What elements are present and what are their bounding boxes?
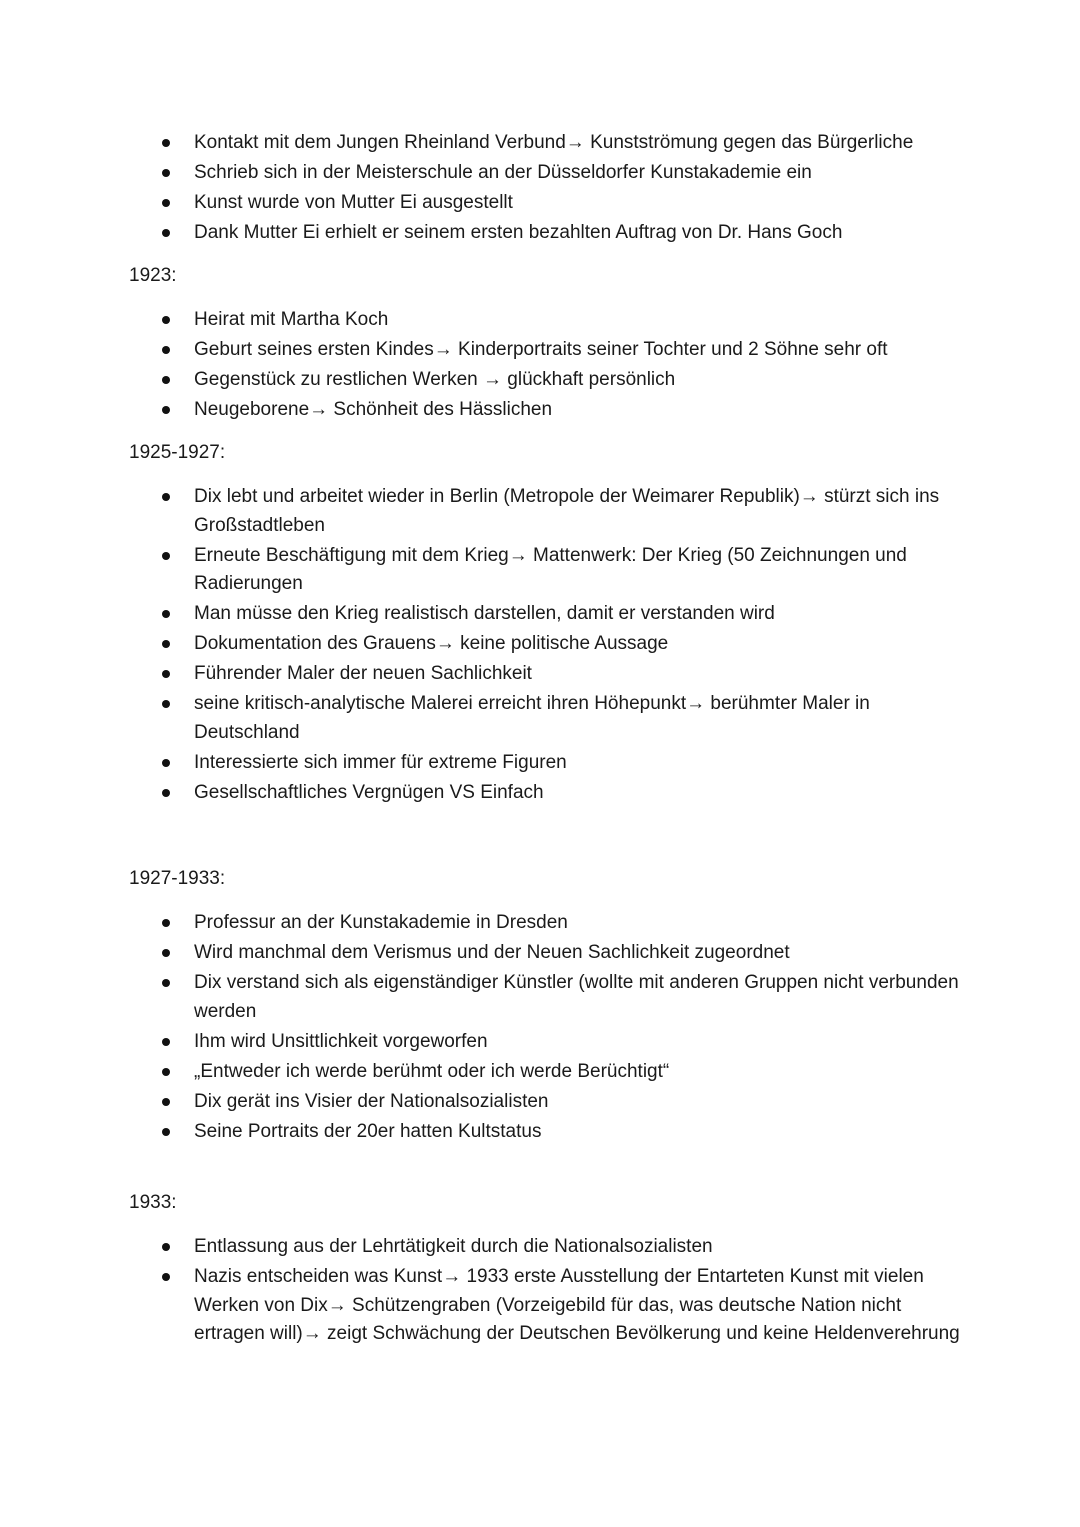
list-item: Seine Portraits der 20er hatten Kultstatus: [0, 1118, 1080, 1147]
bullet-icon: [162, 919, 170, 927]
list-item: Nazis entscheiden was Kunst→ 1933 erste Ausstellung der Entarteten Kunst mit vielen Werken von Dix→ Schützengraben (Vorzeigebild für das, was deutsche Nation nicht ertragen will)→ zeigt Schwächung der Deutschen Bevölkerung und keine Heldenverehrung: [0, 1263, 1080, 1349]
bullet-icon: [162, 610, 170, 618]
bullet-icon: [162, 552, 170, 560]
list-item: Interessierte sich immer für extreme Figuren: [0, 749, 1080, 778]
list-item: Ihm wird Unsittlichkeit vorgeworfen: [0, 1028, 1080, 1057]
list-item: Führender Maler der neuen Sachlichkeit: [0, 660, 1080, 689]
list-item: Heirat mit Martha Koch: [0, 306, 1080, 335]
list-item: Gesellschaftliches Vergnügen VS Einfach: [0, 779, 1080, 808]
list-item: seine kritisch-analytische Malerei erreicht ihren Höhepunkt→ berühmter Maler in Deutschland: [0, 690, 1080, 747]
section-heading: 1923:: [129, 265, 177, 286]
list-item: Dix verstand sich als eigenständiger Künstler (wollte mit anderen Gruppen nicht verbunden werden: [0, 969, 1080, 1026]
bullet-icon: [162, 316, 170, 324]
list-item: Professur an der Kunstakademie in Dresden: [0, 909, 1080, 938]
bullet-icon: [162, 406, 170, 414]
bullet-list: [0, 483, 1080, 809]
list-item: Gegenstück zu restlichen Werken → glückhaft persönlich: [0, 366, 1080, 395]
bullet-icon: [162, 169, 170, 177]
bullet-list: [0, 1233, 1080, 1350]
bullet-list: [0, 306, 1080, 426]
bullet-icon: [162, 789, 170, 797]
list-item: Man müsse den Krieg realistisch darstellen, damit er verstanden wird: [0, 600, 1080, 629]
bullet-icon: [162, 979, 170, 987]
section-heading: 1933:: [129, 1192, 177, 1213]
list-item: Kontakt mit dem Jungen Rheinland Verbund→ Kunstströmung gegen das Bürgerliche: [0, 129, 1080, 158]
bullet-icon: [162, 1068, 170, 1076]
list-item: „Entweder ich werde berühmt oder ich werde Berüchtigt“: [0, 1058, 1080, 1087]
bullet-icon: [162, 670, 170, 678]
list-item: Dix gerät ins Visier der Nationalsozialisten: [0, 1088, 1080, 1117]
bullet-icon: [162, 199, 170, 207]
list-item: Schrieb sich in der Meisterschule an der Düsseldorfer Kunstakademie ein: [0, 159, 1080, 188]
bullet-icon: [162, 229, 170, 237]
list-item: Entlassung aus der Lehrtätigkeit durch die Nationalsozialisten: [0, 1233, 1080, 1262]
list-item: Kunst wurde von Mutter Ei ausgestellt: [0, 189, 1080, 218]
bullet-icon: [162, 1098, 170, 1106]
bullet-icon: [162, 493, 170, 501]
section-heading: 1925-1927:: [129, 442, 226, 463]
bullet-icon: [162, 1243, 170, 1251]
bullet-list: [0, 909, 1080, 1148]
bullet-icon: [162, 1273, 170, 1281]
bullet-icon: [162, 759, 170, 767]
bullet-icon: [162, 1128, 170, 1136]
bullet-icon: [162, 640, 170, 648]
bullet-icon: [162, 700, 170, 708]
section-heading: 1927-1933:: [129, 868, 226, 889]
bullet-list: [0, 129, 1080, 249]
list-item: Dokumentation des Grauens→ keine politische Aussage: [0, 630, 1080, 659]
bullet-icon: [162, 949, 170, 957]
list-item: Geburt seines ersten Kindes→ Kinderportraits seiner Tochter und 2 Söhne sehr oft: [0, 336, 1080, 365]
list-item: Dank Mutter Ei erhielt er seinem ersten bezahlten Auftrag von Dr. Hans Goch: [0, 219, 1080, 248]
list-item: Wird manchmal dem Verismus und der Neuen Sachlichkeit zugeordnet: [0, 939, 1080, 968]
bullet-icon: [162, 376, 170, 384]
bullet-icon: [162, 1038, 170, 1046]
bullet-icon: [162, 346, 170, 354]
list-item: Neugeborene→ Schönheit des Hässlichen: [0, 396, 1080, 425]
bullet-icon: [162, 139, 170, 147]
list-item: Dix lebt und arbeitet wieder in Berlin (Metropole der Weimarer Republik)→ stürzt sich ins Großstadtleben: [0, 483, 1080, 540]
list-item: Erneute Beschäftigung mit dem Krieg→ Mattenwerk: Der Krieg (50 Zeichnungen und Radierungen: [0, 542, 1080, 599]
